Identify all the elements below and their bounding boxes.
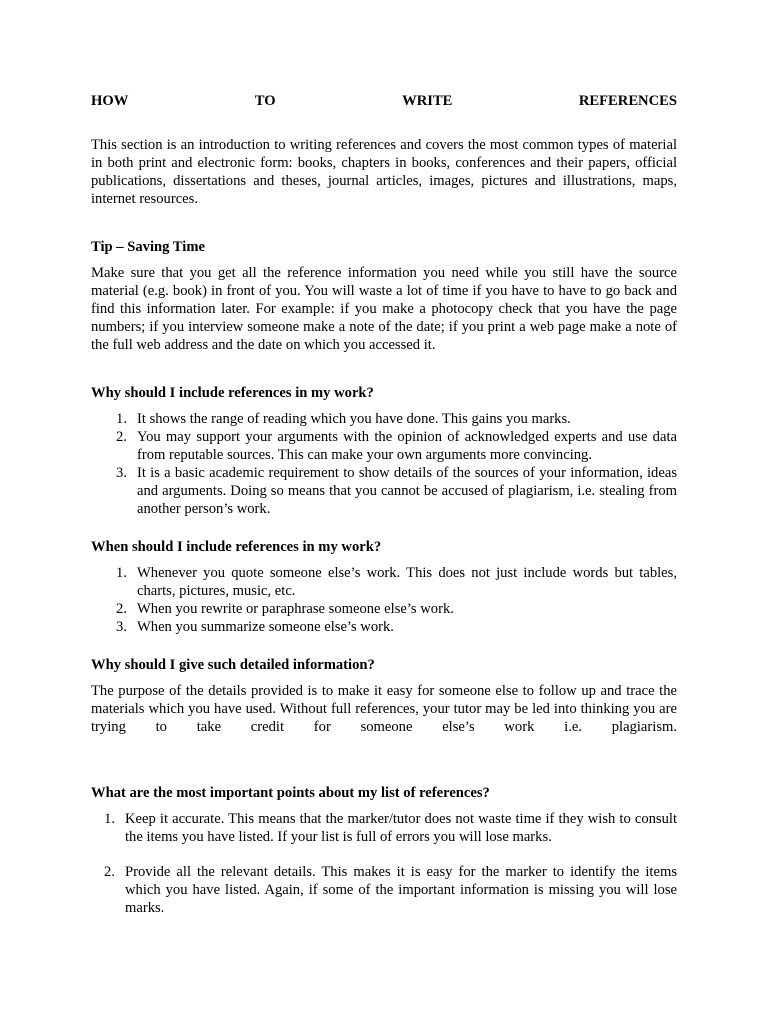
list-text: It is a basic academic requirement to show details of the sources of your information, ideas and arguments. Doing so means that you cannot be accused of plagiarism, i.e. stealing from another person’s work.: [137, 465, 677, 517]
important-points-heading: What are the most important points about my list of references?: [91, 785, 490, 801]
why-detailed-paragraph: The purpose of the details provided is to make it easy for someone else to follow up and trace the materials which you have used. Without full references, your tutor may be led into thinking you are trying to take credit for someone else’s work i.e. plagiarism.: [91, 683, 677, 735]
list-item: [91, 464, 677, 518]
list-item: [91, 863, 677, 917]
important-points-list: [91, 810, 677, 917]
document-page: [91, 92, 677, 917]
tip-paragraph: Make sure that you get all the reference information you need while you still have the source material (e.g. book) in front of you. You will waste a lot of time if you have to have to go back and find this information later. For example: if you make a photocopy check that you have the page numbers; if you interview someone make a note of the date; if you print a web page make a note of the full web address and the date on which you accessed it.: [91, 265, 677, 353]
list-number: 2.: [104, 864, 115, 880]
list-item: [91, 618, 677, 636]
list-text: Whenever you quote someone else’s work. This does not just include words but tables, charts, pictures, music, etc.: [137, 565, 677, 599]
list-text: It shows the range of reading which you have done. This gains you marks.: [137, 411, 571, 427]
why-detailed-heading: Why should I give such detailed information?: [91, 657, 375, 673]
list-number: 1.: [104, 811, 115, 827]
list-number: 2.: [116, 429, 127, 445]
title-word: REFERENCES: [578, 93, 677, 109]
intro-paragraph: This section is an introduction to writing references and covers the most common types of material in both print and electronic form: books, chapters in books, conferences and their papers, official publications, dissertations and theses, journal articles, images, pictures and illustrations, maps, internet resources.: [91, 137, 677, 207]
list-number: 1.: [116, 565, 127, 581]
title-word: WRITE: [402, 93, 453, 109]
when-include-heading: When should I include references in my work?: [91, 539, 382, 555]
list-text: When you summarize someone else’s work.: [137, 619, 394, 635]
list-number: 1.: [116, 411, 127, 427]
list-number: 2.: [116, 601, 127, 617]
tip-heading: Tip – Saving Time: [91, 239, 205, 255]
why-include-list: [91, 410, 677, 518]
list-item: [91, 810, 677, 846]
list-text: When you rewrite or paraphrase someone else’s work.: [137, 601, 454, 617]
list-item: [91, 600, 677, 618]
list-text: You may support your arguments with the opinion of acknowledged experts and use data from reputable sources. This can make your own arguments more convincing.: [137, 429, 677, 463]
title-word: HOW: [91, 93, 129, 109]
list-item: [91, 428, 677, 464]
list-text: Keep it accurate. This means that the marker/tutor does not waste time if they wish to consult the items you have listed. If your list is full of errors you will lose marks.: [125, 811, 677, 845]
when-include-list: [91, 564, 677, 636]
document-title: [91, 92, 677, 110]
list-item: [91, 410, 677, 428]
why-include-heading: Why should I include references in my work?: [91, 385, 374, 401]
list-number: 3.: [116, 465, 127, 481]
list-item: [91, 564, 677, 600]
list-number: 3.: [116, 619, 127, 635]
title-word: TO: [254, 93, 276, 109]
list-text: Provide all the relevant details. This makes it is easy for the marker to identify the items which you have listed. Again, if some of the important information is missing you will lose marks.: [125, 864, 677, 916]
